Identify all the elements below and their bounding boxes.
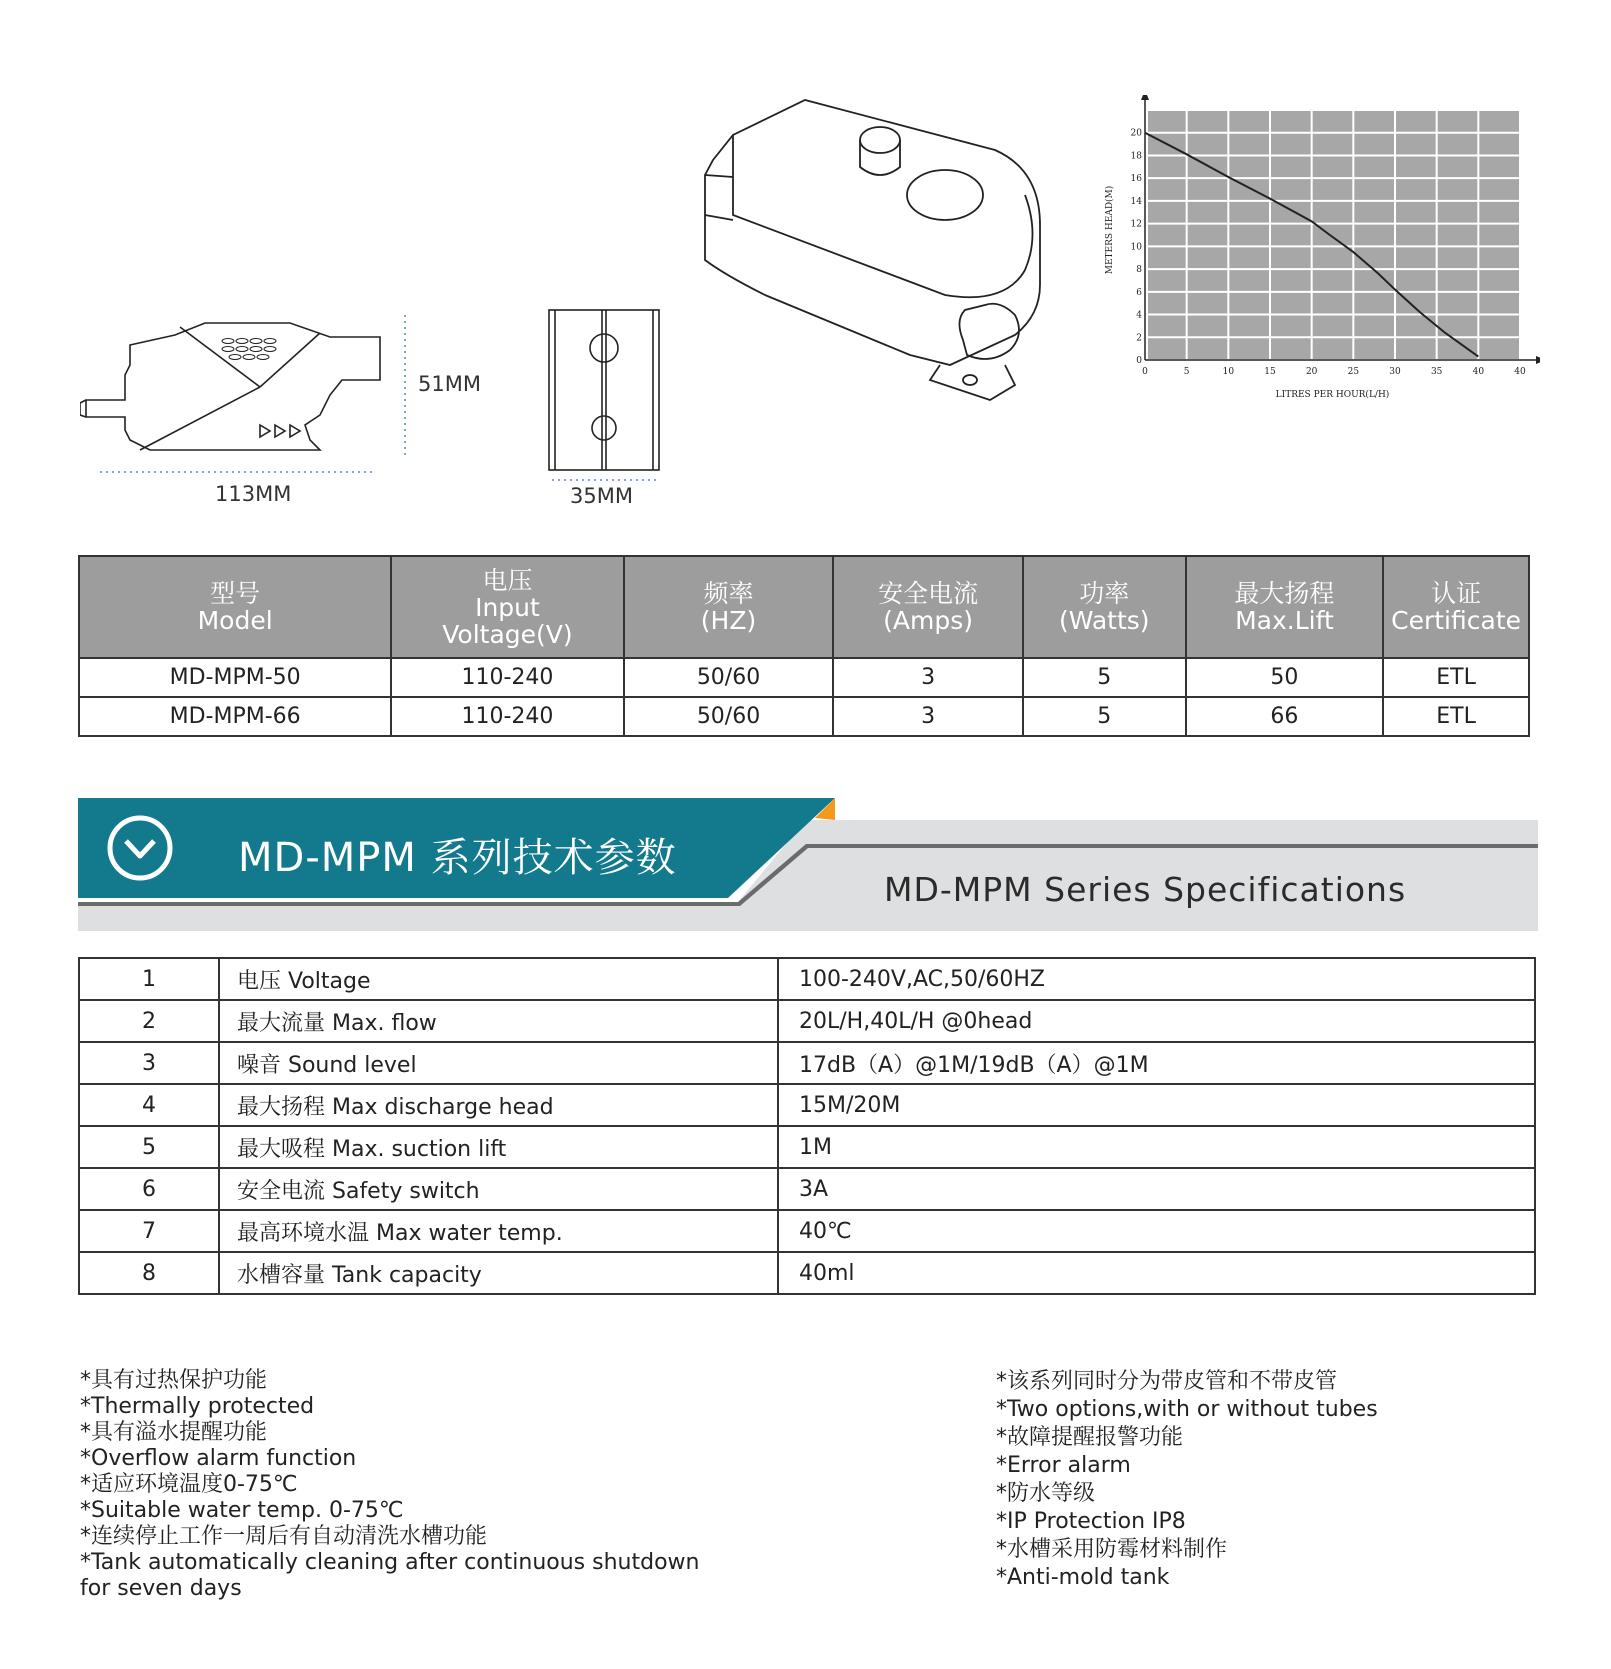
y-tick-label: 0 [1136,356,1142,366]
y-tick-label: 6 [1136,287,1142,298]
x-tick-label: 30 [1389,367,1401,377]
note-line: *具有溢水提醒功能 [80,1420,268,1445]
note-line: *该系列同时分为带皮管和不带皮管 [996,1369,1338,1394]
header-line: 安全电流 [878,579,979,608]
header-line: 最大扬程 [1234,579,1335,608]
model-table-cell: 110-240 [391,658,623,697]
spec-table-row [79,958,1535,1000]
y-tick-label: 4 [1136,310,1142,321]
model-table-cell: 5 [1023,697,1186,736]
header-line: 型号 [210,579,261,608]
model-table-cell: ETL [1383,658,1529,697]
spec-value: 15M/20M [778,1084,1535,1126]
header-line: (Watts) [1058,606,1150,635]
y-axis-arrow [1141,95,1149,100]
pump-isometric-drawing [695,95,1080,420]
x-axis-label: LITRES PER HOUR(L/H) [1275,390,1390,400]
performance-chart [1090,95,1540,430]
spec-table-row [79,1168,1535,1210]
length-dimension-label: 113MM [215,482,292,506]
y-tick-label: 12 [1130,219,1142,230]
model-table-cell: MD-MPM-66 [79,697,391,736]
model-table-header-cell [1186,556,1383,658]
model-table-cell: 50/60 [624,697,834,736]
model-table-cell: 110-240 [391,697,623,736]
model-table-header-cell [79,556,391,658]
spec-number: 3 [79,1042,219,1084]
spec-value: 3A [778,1168,1535,1210]
performance-chart-svg [1090,95,1540,430]
spec-table-row [79,1252,1535,1294]
spec-number: 6 [79,1168,219,1210]
spec-value: 1M [778,1126,1535,1168]
header-line: Max.Lift [1235,606,1334,635]
header-line: Model [197,606,273,635]
spec-name: 电压 Voltage [219,958,778,1000]
spec-table-row [79,1210,1535,1252]
header-line: (HZ) [700,606,757,635]
note-line: *Suitable water temp. 0-75℃ [80,1498,404,1523]
note-line: *水槽采用防霉材料制作 [996,1537,1228,1562]
spec-value: 17dB（A）@1M/19dB（A）@1M [778,1042,1535,1084]
spec-number: 5 [79,1126,219,1168]
spec-table-row [79,1126,1535,1168]
model-table-header-row [79,556,1529,658]
section-title-english: MD-MPM Series Specifications [884,870,1407,909]
x-tick-label: 25 [1347,367,1360,377]
note-line: *Tank automatically cleaning after continuous shutdown [80,1550,700,1575]
x-tick-label: 20 [1305,367,1318,377]
spec-name: 最大扬程 Max discharge head [219,1084,778,1126]
y-tick-label: 18 [1130,151,1142,162]
note-line: *Thermally protected [80,1394,315,1419]
pump-side-view-drawing [80,315,410,480]
x-axis-arrow [1536,356,1540,364]
note-line: for seven days [80,1576,242,1601]
note-line: *Two options,with or without tubes [996,1397,1378,1422]
spec-value: 20L/H,40L/H @0head [778,1000,1535,1042]
x-tick-label: 10 [1222,367,1235,377]
note-line: *防水等级 [996,1481,1096,1506]
section-title-chinese: MD-MPM 系列技术参数 [238,835,677,881]
spec-name: 最大吸程 Max. suction lift [219,1126,778,1168]
model-table-header-cell [1023,556,1186,658]
note-line: *IP Protection IP8 [996,1509,1186,1534]
model-table-cell: 66 [1186,697,1383,736]
model-table-cell: 3 [833,658,1022,697]
model-table-row [79,697,1529,736]
spec-table-row [79,1084,1535,1126]
spec-value: 100-240V,AC,50/60HZ [778,958,1535,1000]
spec-number: 1 [79,958,219,1000]
x-tick-label: 40 [1472,367,1485,377]
x-tick-label: 40 [1514,367,1526,377]
y-tick-label: 8 [1136,265,1142,276]
spec-table-row [79,1000,1535,1042]
width-dimension-label: 35MM [570,484,633,508]
x-tick-label: 35 [1430,367,1443,377]
x-tick-label: 0 [1142,367,1148,377]
header-line: 频率 [703,579,754,608]
note-line: *连续停止工作一周后有自动清洗水槽功能 [80,1524,488,1549]
header-line: 功率 [1079,579,1130,608]
spec-value: 40ml [778,1252,1535,1294]
feature-notes-right [996,1368,1378,1592]
note-line: *Error alarm [996,1453,1131,1478]
y-tick-label: 10 [1130,242,1142,253]
spec-value: 40℃ [778,1210,1535,1252]
spec-table [78,957,1536,1295]
header-line: 认证 [1431,579,1482,608]
y-tick-label: 14 [1130,196,1142,207]
model-table-header-cell [624,556,834,658]
y-axis-label: METERS HEAD(M) [1105,185,1115,275]
spec-number: 4 [79,1084,219,1126]
chart-plot-area [1148,110,1520,360]
spec-name: 噪音 Sound level [219,1042,778,1084]
feature-notes-left [80,1368,699,1602]
y-tick-label: 20 [1130,128,1142,139]
spec-number: 8 [79,1252,219,1294]
x-tick-label: 15 [1264,367,1276,377]
y-tick-label: 16 [1130,174,1142,185]
model-table-cell: 5 [1023,658,1186,697]
pump-front-view-drawing [540,300,670,485]
note-line: *适应环境温度0-75℃ [80,1472,298,1497]
spec-name: 安全电流 Safety switch [219,1168,778,1210]
spec-name: 最高环境水温 Max water temp. [219,1210,778,1252]
model-table [78,555,1530,737]
model-table-header-cell [1383,556,1529,658]
header-line: Input [475,592,540,622]
model-table-cell: 50 [1186,658,1383,697]
note-line: *故障提醒报警功能 [996,1425,1184,1450]
height-dimension-label: 51MM [418,372,481,396]
note-line: *具有过热保护功能 [80,1368,268,1393]
model-table-cell: ETL [1383,697,1529,736]
model-table-cell: 3 [833,697,1022,736]
model-table-cell: 50/60 [624,658,834,697]
note-line: *Overflow alarm function [80,1446,357,1471]
header-line: Voltage(V) [442,619,573,649]
note-line: *Anti-mold tank [996,1565,1170,1590]
header-line: 电压 [482,565,533,595]
spec-number: 7 [79,1210,219,1252]
model-table-row [79,658,1529,697]
header-line: (Amps) [883,606,974,635]
model-table-header-cell [391,556,623,658]
model-table-cell: MD-MPM-50 [79,658,391,697]
spec-table-row [79,1042,1535,1084]
model-table-header-cell [833,556,1022,658]
y-tick-label: 2 [1136,333,1142,344]
x-tick-label: 5 [1183,367,1190,377]
header-line: Certificate [1391,606,1521,635]
spec-name: 水槽容量 Tank capacity [219,1252,778,1294]
spec-name: 最大流量 Max. flow [219,1000,778,1042]
spec-number: 2 [79,1000,219,1042]
